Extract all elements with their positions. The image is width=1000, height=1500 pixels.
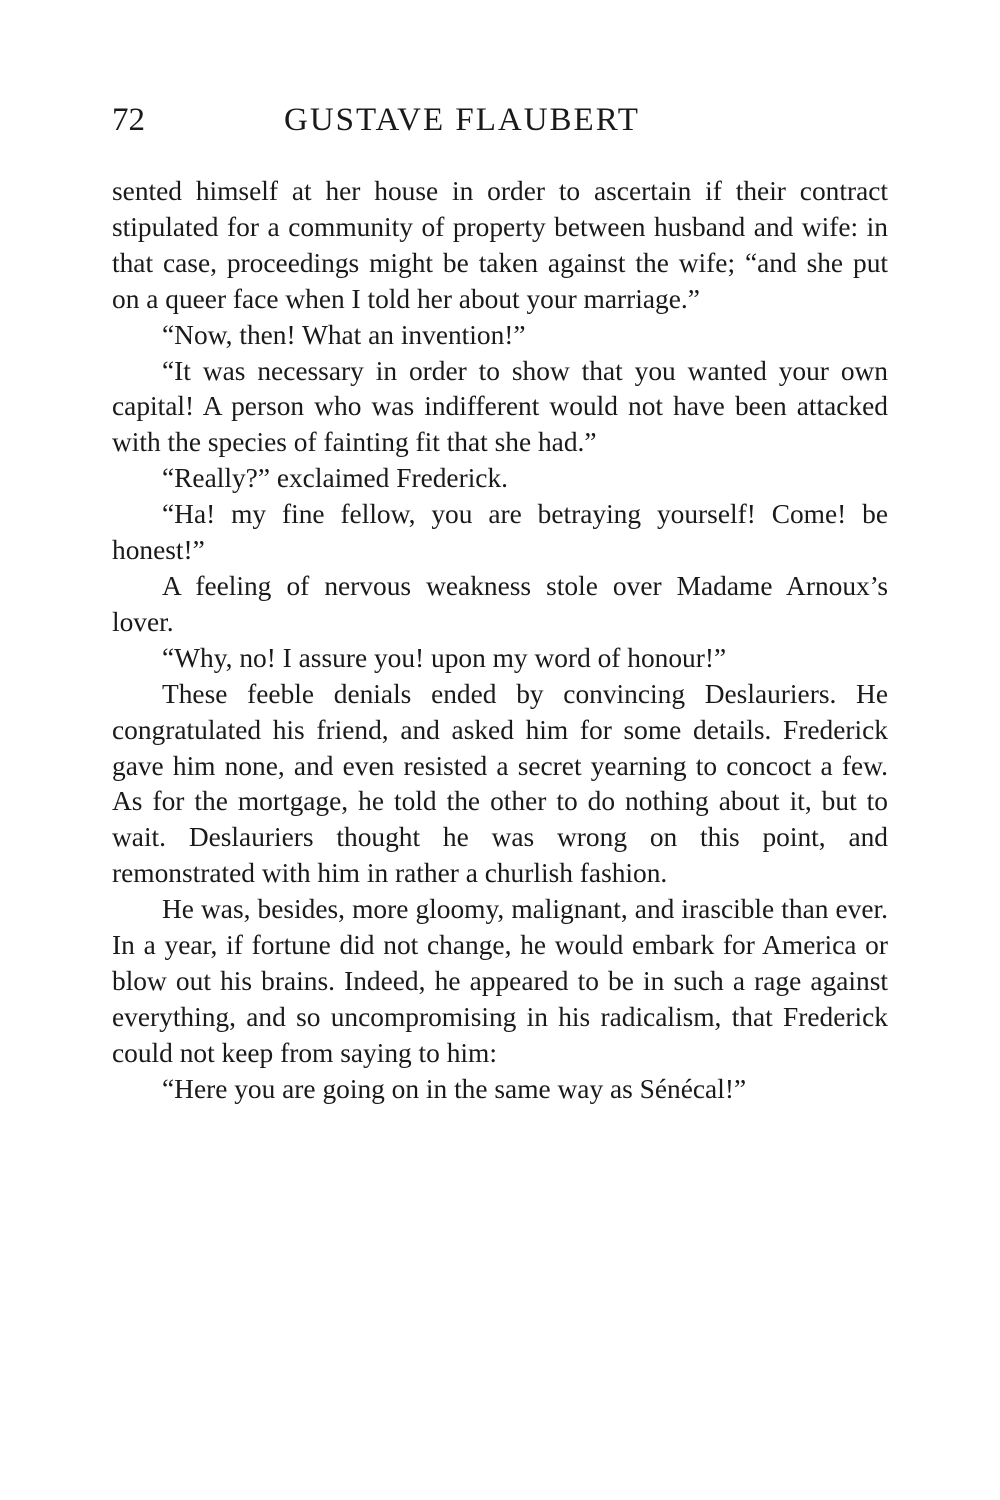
running-title: GUSTAVE FLAUBERT	[284, 102, 640, 138]
paragraph-continued: sented himself at her house in order to ascertain if their contract stipulated for a community of property between husband and wife: in that case, proceedings might be taken against the wife; “and she put on a queer face when I told her about your marriage.”	[112, 176, 888, 314]
paragraph: He was, besides, more gloomy, malignant, and irascible than ever. In a year, if fortune did not change, he would embark for America or blow out his brains. Indeed, he appeared to be in such a rage against everything, and so uncompromising in his radicalism, that Frederick could not keep from saying to him:	[112, 894, 888, 1068]
paragraph: These feeble denials ended by convincing Deslauriers. He congratulated his friend, and asked him for some details. Frederick gave him none, and even resisted a secret yearning to concoct a few. As for the mortgage, he told the other to do nothing about it, but to wait. Deslauriers thought he was wrong on this point, and remonstrated with him in rather a churlish fashion.	[112, 678, 888, 889]
paragraph: “Really?” exclaimed Frederick.	[162, 463, 509, 494]
paragraph: “Here you are going on in the same way as Sénécal!”	[162, 1073, 747, 1104]
paragraph: “Ha! my fine fellow, you are betraying yourself! Come! be honest!”	[112, 499, 888, 566]
book-page	[112, 92, 888, 1108]
paragraph: “It was necessary in order to show that you wanted your own capital! A person who was indifferent would not have been attacked with the species of fainting fit that she had.”	[112, 355, 888, 458]
paragraph: A feeling of nervous weakness stole over Madame Arnoux’s lover.	[112, 570, 888, 637]
body-text	[112, 174, 888, 1108]
page-number: 72	[112, 102, 145, 138]
page-header	[112, 92, 888, 148]
paragraph: “Why, no! I assure you! upon my word of honour!”	[162, 642, 727, 673]
paragraph: “Now, then! What an invention!”	[162, 319, 526, 350]
